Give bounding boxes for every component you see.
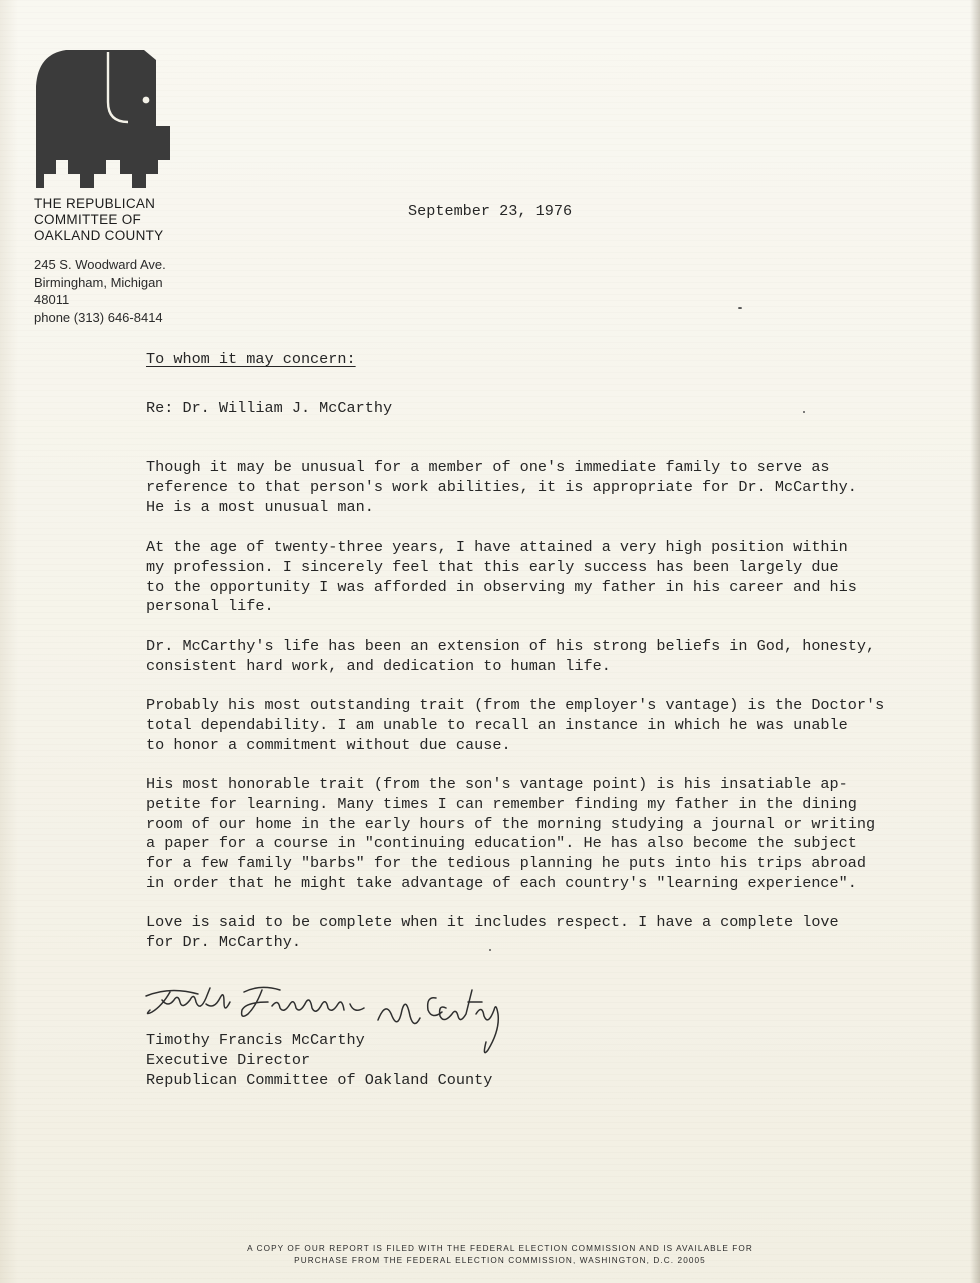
signature-block — [146, 1031, 566, 1090]
footer-line: PURCHASE FROM THE FEDERAL ELECTION COMMISSION, WASHINGTON, D.C. 20005 — [294, 1256, 706, 1265]
org-name-line: OAKLAND COUNTY — [34, 228, 164, 243]
paper-speck — [803, 411, 805, 413]
address-street: 245 S. Woodward Ave. — [34, 257, 166, 272]
signer-title: Executive Director — [146, 1050, 311, 1069]
paper-speck — [738, 307, 742, 309]
paragraph-line: Though it may be unusual for a member of one's immediate family to serve as — [146, 458, 830, 476]
paragraph-line: Dr. McCarthy's life has been an extension of his strong beliefs in God, honesty, — [146, 637, 876, 655]
paragraph-line: a paper for a course in "continuing education". He has also become the subject — [146, 834, 857, 853]
paragraph-line: Love is said to be complete when it includes respect. I have a complete love — [146, 913, 839, 931]
address-phone: phone (313) 646-8414 — [34, 309, 163, 325]
org-name-line: COMMITTEE OF — [34, 212, 142, 227]
subject-line: Re: Dr. William J. McCarthy — [146, 399, 393, 417]
paper-edge-shadow — [970, 0, 980, 1283]
paragraph-line: personal life. — [146, 597, 274, 616]
address-zip: 48011 — [34, 292, 70, 307]
org-name-line: THE REPUBLICAN — [34, 196, 156, 211]
elephant-icon — [36, 46, 176, 194]
signer-name: Timothy Francis McCarthy — [146, 1031, 365, 1049]
paragraph-line: for Dr. McCarthy. — [146, 932, 301, 951]
paragraph-line: total dependability. I am unable to recall an instance in which he was unable — [146, 715, 848, 734]
fec-notice — [160, 1243, 840, 1267]
paragraph-line: reference to that person's work abilities, it is appropriate for Dr. McCarthy. — [146, 477, 857, 496]
paragraph-4 — [146, 696, 946, 755]
paragraph-line: for a few family "barbs" for the tedious planning he puts into his trips abroad — [146, 854, 867, 873]
paragraph-3 — [146, 637, 946, 677]
organization-name — [34, 196, 234, 244]
paragraph-5 — [146, 775, 946, 894]
footer-line: A COPY OF OUR REPORT IS FILED WITH THE FEDERAL ELECTION COMMISSION AND IS AVAILABLE FOR — [247, 1244, 753, 1253]
paragraph-line: to the opportunity I was afforded in observing my father in his career and his — [146, 577, 857, 596]
paragraph-line: His most honorable trait (from the son's vantage point) is his insatiable ap- — [146, 775, 848, 793]
paragraph-2 — [146, 538, 946, 617]
paragraph-line: room of our home in the early hours of the morning studying a journal or writing — [146, 814, 876, 833]
paragraph-line: At the age of twenty-three years, I have attained a very high position within — [146, 538, 848, 556]
paragraph-line: consistent hard work, and dedication to human life. — [146, 656, 611, 675]
organization-address — [34, 256, 254, 326]
paragraph-line: in order that he might take advantage of each country's "learning experience". — [146, 873, 857, 892]
paper-speck — [489, 949, 491, 951]
paragraph-line: to honor a commitment without due cause. — [146, 735, 511, 754]
paragraph-line: Probably his most outstanding trait (from the employer's vantage) is the Doctor's — [146, 696, 885, 714]
salutation: To whom it may concern: — [146, 350, 356, 368]
letter-date: September 23, 1976 — [408, 202, 573, 220]
paragraph-line: petite for learning. Many times I can remember finding my father in the dining — [146, 794, 857, 813]
paragraph-line: He is a most unusual man. — [146, 497, 374, 516]
paragraph-1 — [146, 458, 946, 517]
paragraph-line: my profession. I sincerely feel that this early success has been largely due — [146, 557, 839, 576]
signer-organization: Republican Committee of Oakland County — [146, 1070, 493, 1089]
address-city: Birmingham, Michigan — [34, 274, 163, 290]
paragraph-6 — [146, 913, 946, 953]
